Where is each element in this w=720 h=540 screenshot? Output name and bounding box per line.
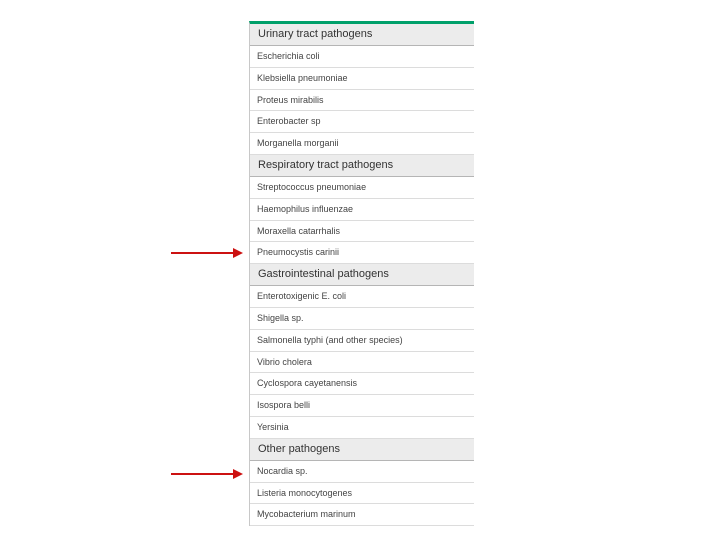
pathogen-row: Nocardia sp. bbox=[250, 461, 474, 483]
pathogen-row: Yersinia bbox=[250, 417, 474, 439]
pathogen-table bbox=[249, 21, 474, 526]
pathogen-row: Listeria monocytogenes bbox=[250, 483, 474, 505]
pathogen-row: Proteus mirabilis bbox=[250, 90, 474, 112]
pathogen-row: Shigella sp. bbox=[250, 308, 474, 330]
pathogen-row: Haemophilus influenzae bbox=[250, 199, 474, 221]
pathogen-row: Moraxella catarrhalis bbox=[250, 221, 474, 243]
pathogen-row: Cyclospora cayetanensis bbox=[250, 373, 474, 395]
section-header: Urinary tract pathogens bbox=[250, 24, 474, 46]
pointer-arrow-nocardia-icon bbox=[171, 468, 243, 480]
pathogen-row: Vibrio cholera bbox=[250, 352, 474, 374]
pathogen-row: Pneumocystis carinii bbox=[250, 242, 474, 264]
pathogen-row: Escherichia coli bbox=[250, 46, 474, 68]
pathogen-row: Enterobacter sp bbox=[250, 111, 474, 133]
pathogen-row: Salmonella typhi (and other species) bbox=[250, 330, 474, 352]
section-header: Respiratory tract pathogens bbox=[250, 155, 474, 177]
section-header: Other pathogens bbox=[250, 439, 474, 461]
pathogen-row: Morganella morganii bbox=[250, 133, 474, 155]
pathogen-row: Mycobacterium marinum bbox=[250, 504, 474, 526]
pathogen-row: Isospora belli bbox=[250, 395, 474, 417]
pathogen-row: Klebsiella pneumoniae bbox=[250, 68, 474, 90]
pointer-arrow-pneumocystis-icon bbox=[171, 247, 243, 259]
pathogen-row: Streptococcus pneumoniae bbox=[250, 177, 474, 199]
section-header: Gastrointestinal pathogens bbox=[250, 264, 474, 286]
pathogen-row: Enterotoxigenic E. coli bbox=[250, 286, 474, 308]
